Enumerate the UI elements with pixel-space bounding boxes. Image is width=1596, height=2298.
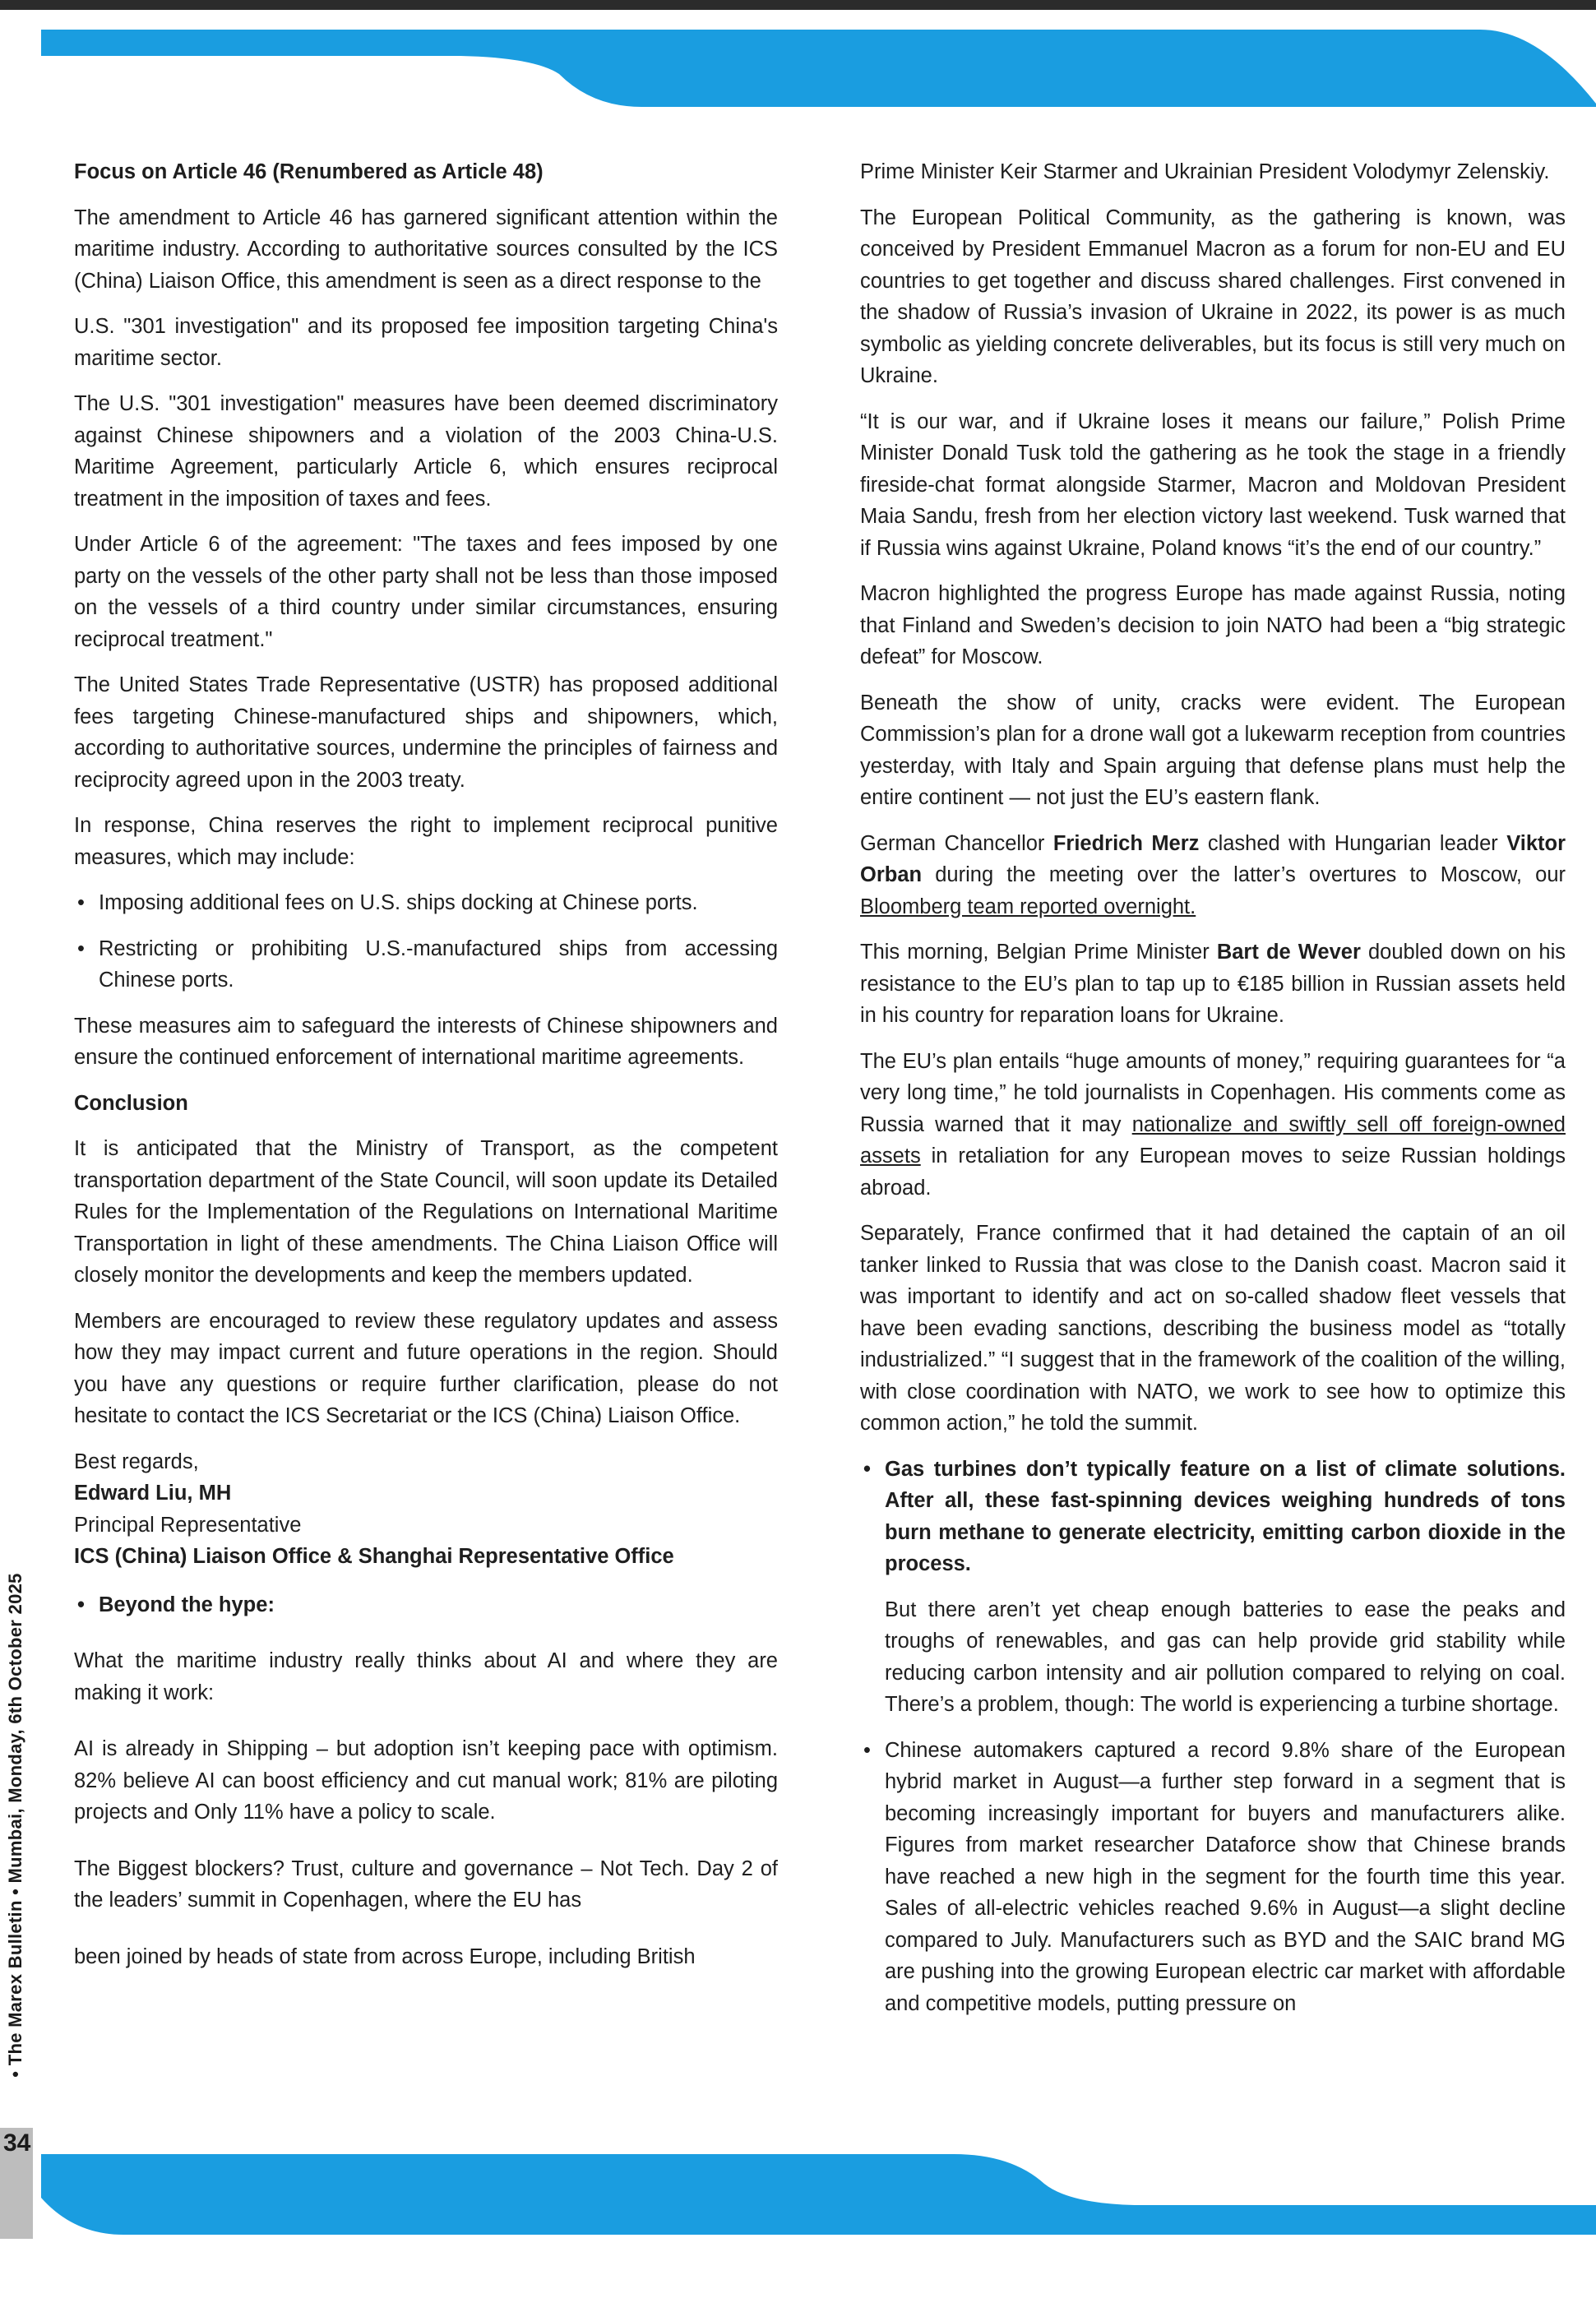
signature-block xyxy=(74,1446,778,1573)
bullet-dot-icon: • xyxy=(77,1593,85,1616)
paragraph: Beneath the show of unity, cracks were evident. The European Commission’s plan for a drone wall got a lukewarm reception from countries yesterday, with Italy and Spain arguing that defense plans must help the entire continent — not just the EU’s eastern flank. xyxy=(860,691,1566,809)
bullet-gas-turbines xyxy=(860,1454,1566,1580)
name-orban: Viktor Orban xyxy=(860,831,1566,886)
bullet-dot-icon: • xyxy=(77,891,85,914)
text: during the meeting over the latter’s overtures to Moscow, our xyxy=(922,863,1566,886)
text: clashed with Hungarian leader xyxy=(1199,831,1507,855)
paragraph: Separately, France confirmed that it had detained the captain of an oil tanker linked to Russia that was close to the Danish coast. Macron said it was important to identify and act on so-called shadow fleet vessels that have been evading sanctions, describing the business model as “totally industrialized.” “I suggest that in the framework of the coalition of the willing, with close coordination with NATO, we work to see how to optimize this common action,” he told the summit. xyxy=(860,1222,1566,1435)
name-merz: Friedrich Merz xyxy=(1052,831,1200,855)
paragraph: Under Article 6 of the agreement: "The taxes and fees imposed by one party on the vessels of the other party shall not be less than those imposed on the vessels of a third country under similar circumstances, ensuring reciprocal treatment." xyxy=(74,533,778,651)
paragraph: The U.S. "301 investigation" measures have been deemed discriminatory against Chinese shipowners and a violation of the 2003 China-U.S. Maritime Agreement, particularly Article 6, which ensures reciprocal treatment in the imposition of taxes and fees. xyxy=(74,392,778,511)
bullet-text: Gas turbines don’t typically feature on a list of climate solutions. After all, these fast-spinning devices weighing hundreds of tons burn methane to generate electricity, emitting carbon dioxide in the process. xyxy=(885,1457,1566,1575)
bullet-text: Beyond the hype: xyxy=(99,1593,275,1616)
paragraph: The United States Trade Representative (USTR) has proposed additional fees targeting Chinese-manufactured ships and shipowners, which, according to authoritative sources, undermine the principles of fairness and reciprocity agreed upon in the 2003 treaty. xyxy=(74,673,778,792)
footer-side-text: • The Marex Bulletin • Mumbai, Monday, 6th October 2025 xyxy=(5,1573,25,2078)
paragraph-de-wever xyxy=(860,936,1566,1032)
paragraph: “It is our war, and if Ukraine loses it means our failure,” Polish Prime Minister Donald Tusk told the gathering as he took the stage in a friendly fireside-chat format alongside Starmer, Macron and Moldovan President Maia Sandu, fresh from her election victory last weekend. Tusk warned that if Russia wins against Ukraine, Poland knows “it’s the end of our country.” xyxy=(860,409,1566,560)
paragraph: Prime Minister Keir Starmer and Ukrainian President Volodymyr Zelenskiy. xyxy=(860,160,1550,183)
nationalize-assets-link[interactable]: nationalize and swiftly sell off foreign-owned assets xyxy=(860,1112,1566,1167)
paragraph: But there aren’t yet cheap enough batteries to ease the peaks and troughs of renewables, and gas can help provide grid stability while reducing carbon intensity and air pollution compared to relying on coal. There’s a problem, though: The world is experiencing a turbine shortage. xyxy=(885,1598,1566,1716)
text: in retaliation for any European moves to seize Russian holdings abroad. xyxy=(860,1144,1566,1200)
paragraph: been joined by heads of state from across Europe, including British xyxy=(74,1944,696,1968)
bullet-item xyxy=(74,933,778,996)
paragraph: Macron highlighted the progress Europe has made against Russia, noting that Finland and Sweden’s decision to join NATO had been a “big strategic defeat” for Moscow. xyxy=(860,582,1566,668)
paragraph: The Biggest blockers? Trust, culture and governance – Not Tech. Day 2 of the leaders’ summit in Copenhagen, where the EU has xyxy=(74,1856,778,1912)
bloomberg-link[interactable]: Bloomberg team reported overnight. xyxy=(860,895,1196,918)
paragraph: It is anticipated that the Ministry of Transport, as the competent transportation department of the State Council, will soon update its Detailed Rules for the Implementation of the Regulations on International Maritime Transportation in light of these amendments. The China Liaison Office will closely monitor the developments and keep the members updated. xyxy=(74,1137,778,1287)
paragraph: These measures aim to safeguard the interests of Chinese shipowners and ensure the continued enforcement of international maritime agreements. xyxy=(74,1014,778,1069)
heading-article-46: Focus on Article 46 (Renumbered as Article 48) xyxy=(74,160,544,183)
paragraph-eu-plan xyxy=(860,1046,1566,1204)
text: doubled down on his resistance to the EU’s plan to tap up to €185 billion in Russian assets held in his country for reparation loans for Ukraine. xyxy=(860,941,1566,1027)
top-blue-wave xyxy=(0,25,1596,107)
sig-name: Edward Liu, MH xyxy=(74,1482,232,1505)
heading-conclusion: Conclusion xyxy=(74,1091,188,1115)
bullet-chinese-automakers xyxy=(860,1735,1566,2020)
sig-title: Principal Representative xyxy=(74,1513,302,1537)
paragraph: Members are encouraged to review these regulatory updates and assess how they may impact current and future operations in the region. Should you have any questions or require further clarification, please do not hesitate to contact the ICS Secretariat or the ICS (China) Liaison Office. xyxy=(74,1309,778,1427)
text: German Chancellor xyxy=(860,831,1053,855)
paragraph-merz-orban xyxy=(860,828,1566,923)
bullet-text: Restricting or prohibiting U.S.-manufactured ships from accessing Chinese ports. xyxy=(99,936,778,992)
paragraph: The amendment to Article 46 has garnered significant attention within the maritime industry. According to authoritative sources consulted by the ICS (China) Liaison Office, this amendment is seen as a direct response to the xyxy=(74,206,778,293)
paragraph: AI is already in Shipping – but adoption isn’t keeping pace with optimism. 82% believe AI can boost efficiency and cut manual work; 81% are piloting projects and Only 11% have a policy to scale. xyxy=(74,1737,778,1824)
bottom-blue-wave xyxy=(0,2152,1596,2235)
bullet-item xyxy=(74,887,778,919)
top-dark-bar xyxy=(0,0,1596,10)
bullet-beyond-hype xyxy=(74,1589,778,1621)
bullet-dot-icon: • xyxy=(77,936,85,960)
sig-regards: Best regards, xyxy=(74,1450,199,1473)
paragraph: U.S. "301 investigation" and its proposed fee imposition targeting China's maritime sector. xyxy=(74,315,778,370)
sig-office: ICS (China) Liaison Office & Shanghai Representative Office xyxy=(74,1545,674,1568)
left-column xyxy=(74,156,778,1986)
name-de-wever: Bart de Wever xyxy=(1216,941,1361,964)
bullet-dot-icon: • xyxy=(863,1738,871,1762)
bullet-dot-icon: • xyxy=(863,1457,871,1481)
paragraph: In response, China reserves the right to implement reciprocal punitive measures, which may include: xyxy=(74,814,778,869)
text: The EU’s plan entails “huge amounts of money,” requiring guarantees for “a very long time,” he told journalists in Copenhagen. His comments come as Russia warned that it may xyxy=(860,1049,1566,1136)
page-number: 34 xyxy=(3,2129,31,2157)
bullet-text: Imposing additional fees on U.S. ships docking at Chinese ports. xyxy=(99,891,698,914)
paragraph: What the maritime industry really thinks about AI and where they are making it work: xyxy=(74,1649,778,1704)
bullet-text: Chinese automakers captured a record 9.8% share of the European hybrid market in August—a further step forward in a segment that is becoming increasingly important for buyers and manufacturers alike. Figures from market researcher Dataforce show that Chinese brands have reached a new high in the segment for the fourth time this year. Sales of all-electric vehicles reached 9.6% in August—a slight decline compared to July. Manufacturers such as BYD and the SAIC brand MG are pushing into the growing European electric car market with affordable and competitive models, putting pressure on xyxy=(885,1738,1566,2015)
paragraph: The European Political Community, as the gathering is known, was conceived by President Emmanuel Macron as a forum for non-EU and EU countries to get together and discuss shared challenges. First convened in the shadow of Russia’s invasion of Ukraine in 2022, its power is as much symbolic as yielding concrete deliverables, but its focus is still very much on Ukraine. xyxy=(860,206,1566,387)
text: This morning, Belgian Prime Minister xyxy=(860,941,1217,964)
right-column xyxy=(860,156,1566,2033)
